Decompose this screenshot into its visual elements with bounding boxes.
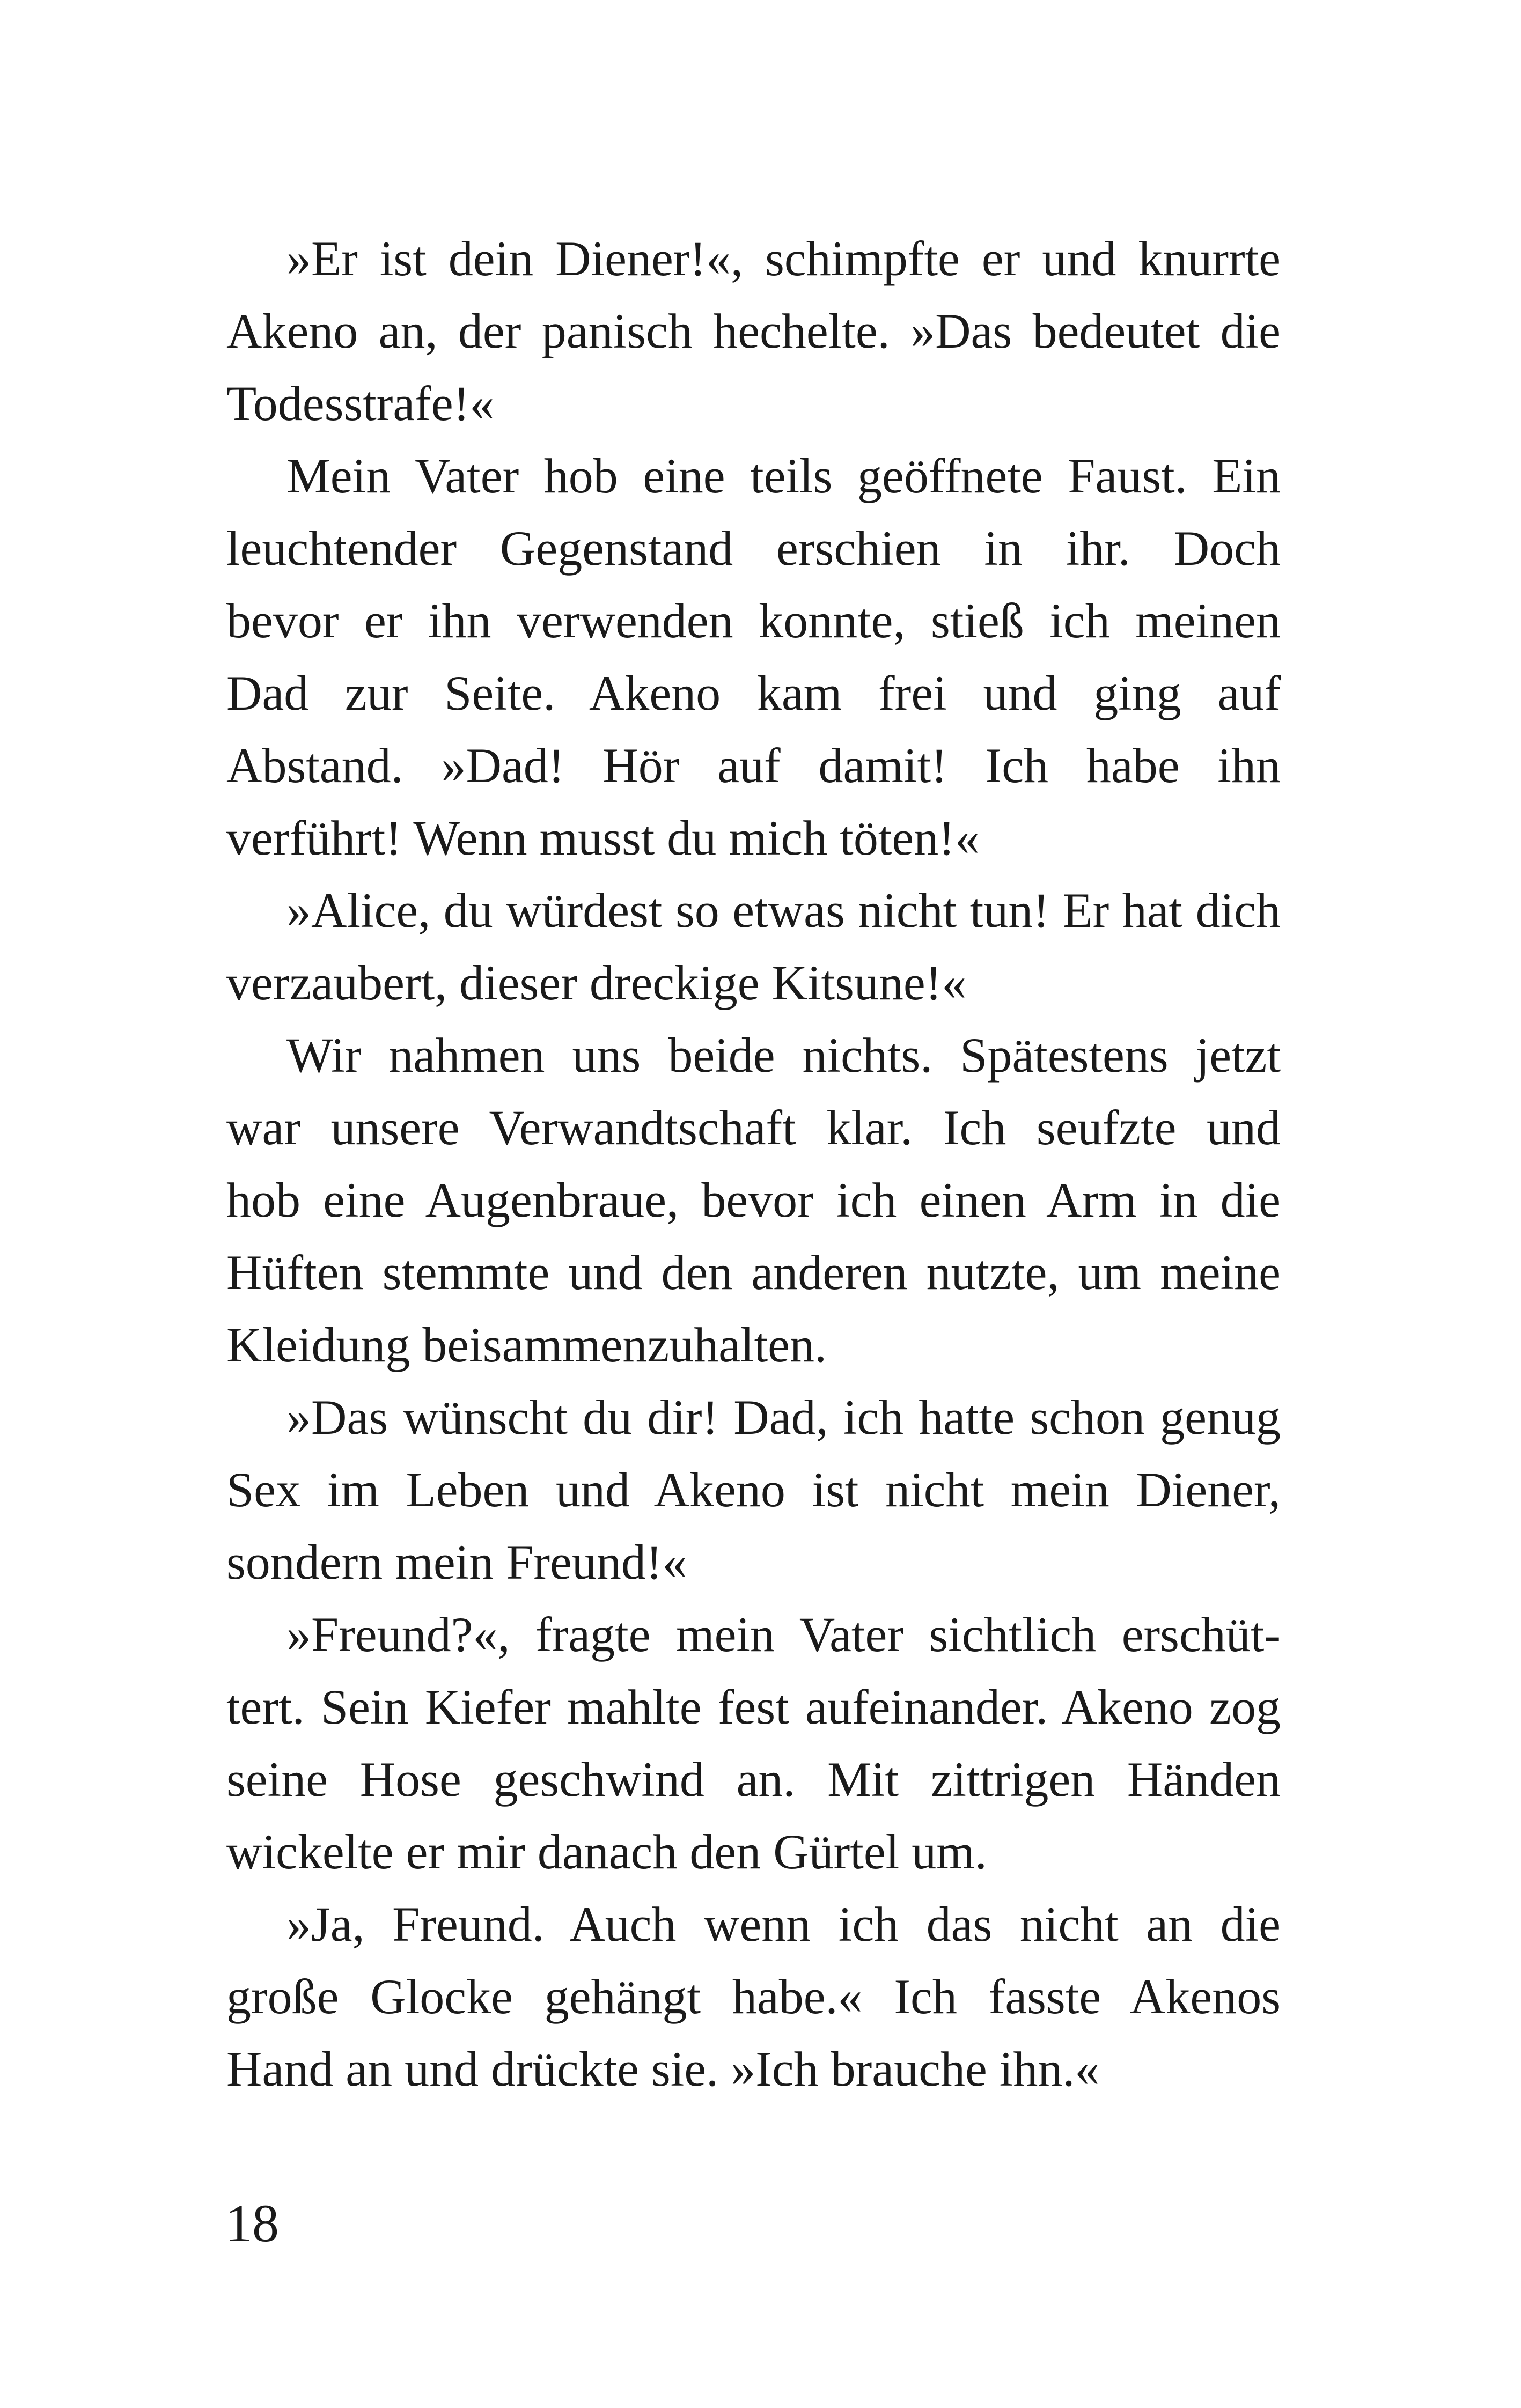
text-line: Akeno an, der panisch hechelte. »Das bedeutet die: [226, 304, 1281, 358]
text-line: »Alice, du würdest so etwas nicht tun! Er hat dich: [286, 883, 1281, 938]
body-text: [226, 223, 1281, 2105]
text-line: »Ja, Freund. Auch wenn ich das nicht an die: [286, 1897, 1281, 1952]
paragraph: [226, 874, 1281, 1019]
text-line: Abstand. »Dad! Hör auf damit! Ich habe ihn: [226, 738, 1281, 793]
paragraph: [226, 1019, 1281, 1381]
text-line: Dad zur Seite. Akeno kam frei und ging auf: [226, 666, 1281, 720]
text-line: verzaubert, dieser dreckige Kitsune!«: [226, 955, 967, 1010]
paragraph: [226, 223, 1281, 440]
text-line: »Das wünscht du dir! Dad, ich hatte schon genug: [286, 1390, 1281, 1445]
text-line: Kleidung beisammenzuhalten.: [226, 1317, 827, 1372]
paragraph: [226, 440, 1281, 874]
text-line: große Glocke gehängt habe.« Ich fasste Akenos: [226, 1969, 1281, 2024]
text-line: leuchtender Gegenstand erschien in ihr. Doch: [226, 521, 1281, 576]
text-line: tert. Sein Kiefer mahlte fest aufeinander. Akeno zog: [226, 1680, 1281, 1734]
text-line: »Er ist dein Diener!«, schimpfte er und knurrte: [286, 231, 1281, 286]
text-line: Todesstrafe!«: [226, 376, 495, 431]
paragraph: [226, 1381, 1281, 1599]
text-line: Wir nahmen uns beide nichts. Spätestens jetzt: [286, 1028, 1281, 1083]
text-line: Mein Vater hob eine teils geöffnete Faust. Ein: [286, 448, 1281, 503]
text-line: sondern mein Freund!«: [226, 1535, 687, 1589]
text-line: wickelte er mir danach den Gürtel um.: [226, 1824, 987, 1879]
paragraph: [226, 1599, 1281, 1888]
text-line: Hand an und drückte sie. »Ich brauche ihn.«: [226, 2042, 1100, 2096]
text-line: war unsere Verwandtschaft klar. Ich seufzte und: [226, 1100, 1281, 1155]
text-line: seine Hose geschwind an. Mit zittrigen Händen: [226, 1752, 1281, 1807]
text-line: Sex im Leben und Akeno ist nicht mein Diener,: [226, 1462, 1281, 1517]
text-line: verführt! Wenn musst du mich töten!«: [226, 811, 980, 865]
text-line: bevor er ihn verwenden konnte, stieß ich meinen: [226, 593, 1281, 648]
text-line: Hüften stemmte und den anderen nutzte, um meine: [226, 1245, 1281, 1300]
text-line: »Freund?«, fragte mein Vater sichtlich erschüt-: [286, 1607, 1281, 1662]
paragraph: [226, 1888, 1281, 2105]
page-number: 18: [225, 2193, 279, 2253]
text-line: hob eine Augenbraue, bevor ich einen Arm in die: [226, 1173, 1281, 1227]
